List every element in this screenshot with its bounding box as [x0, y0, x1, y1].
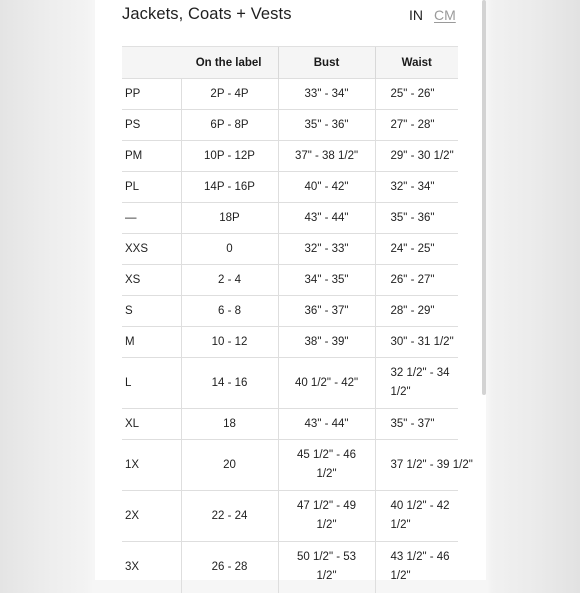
bust-cell: 36" - 37" [278, 296, 375, 327]
size-number-cell: 26 - 28 [181, 542, 278, 593]
size-label-cell: PL [122, 172, 181, 203]
table-row [122, 542, 458, 593]
size-label-cell: 2X [122, 491, 181, 542]
table-row [122, 409, 458, 440]
table-row [122, 296, 458, 327]
bust-cell: 43" - 44" [278, 203, 375, 234]
unit-toggle [409, 7, 456, 23]
table-row [122, 110, 458, 141]
waist-cell: 32 1/2" - 34 1/2" [375, 358, 458, 409]
bust-cell: 35" - 36" [278, 110, 375, 141]
waist-cell: 35" - 37" [375, 409, 458, 440]
bust-cell: 43" - 44" [278, 409, 375, 440]
size-number-cell: 20 [181, 440, 278, 491]
bust-cell: 34" - 35" [278, 265, 375, 296]
size-number-cell: 10P - 12P [181, 141, 278, 172]
size-label-cell: PS [122, 110, 181, 141]
waist-cell: 29" - 30 1/2" [375, 141, 458, 172]
column-header-label: On the label [122, 47, 278, 79]
waist-cell: 26" - 27" [375, 265, 458, 296]
size-label-cell: XXS [122, 234, 181, 265]
bust-cell: 37" - 38 1/2" [278, 141, 375, 172]
size-label-cell: — [122, 203, 181, 234]
unit-in-option[interactable]: IN [409, 7, 423, 23]
size-number-cell: 2P - 4P [181, 79, 278, 110]
size-label-cell: PM [122, 141, 181, 172]
table-row [122, 234, 458, 265]
size-label-cell: 3X [122, 542, 181, 593]
bust-cell: 47 1/2" - 49 1/2" [278, 491, 375, 542]
size-chart-panel [95, 0, 486, 583]
table-row [122, 491, 458, 542]
table-row [122, 203, 458, 234]
waist-cell: 43 1/2" - 46 1/2" [375, 542, 458, 593]
page-title: Jackets, Coats + Vests [122, 5, 292, 23]
table-row [122, 79, 458, 110]
waist-cell: 30" - 31 1/2" [375, 327, 458, 358]
bust-cell: 40" - 42" [278, 172, 375, 203]
waist-cell: 35" - 36" [375, 203, 458, 234]
table-row [122, 265, 458, 296]
bust-cell: 38" - 39" [278, 327, 375, 358]
waist-cell: 32" - 34" [375, 172, 458, 203]
table-row [122, 172, 458, 203]
table-row [122, 141, 458, 172]
size-table [122, 46, 473, 593]
size-number-cell: 14P - 16P [181, 172, 278, 203]
size-number-cell: 6P - 8P [181, 110, 278, 141]
size-number-cell: 2 - 4 [181, 265, 278, 296]
column-header-bust: Bust [278, 47, 375, 79]
size-label-cell: M [122, 327, 181, 358]
table-header-row [122, 47, 458, 79]
bust-cell: 33" - 34" [278, 79, 375, 110]
size-number-cell: 10 - 12 [181, 327, 278, 358]
waist-cell: 27" - 28" [375, 110, 458, 141]
size-label-cell: L [122, 358, 181, 409]
size-number-cell: 6 - 8 [181, 296, 278, 327]
size-label-cell: PP [122, 79, 181, 110]
scrollbar-thumb[interactable] [482, 0, 486, 395]
waist-cell: 37 1/2" - 39 1/2" [375, 440, 458, 491]
bust-cell: 32" - 33" [278, 234, 375, 265]
size-label-cell: S [122, 296, 181, 327]
size-number-cell: 18 [181, 409, 278, 440]
bust-cell: 45 1/2" - 46 1/2" [278, 440, 375, 491]
table-row [122, 358, 458, 409]
bust-cell: 40 1/2" - 42" [278, 358, 375, 409]
unit-cm-option[interactable]: CM [434, 7, 456, 23]
waist-cell: 40 1/2" - 42 1/2" [375, 491, 458, 542]
waist-cell: 28" - 29" [375, 296, 458, 327]
table-row [122, 440, 458, 491]
size-label-cell: XS [122, 265, 181, 296]
size-number-cell: 22 - 24 [181, 491, 278, 542]
size-number-cell: 18P [181, 203, 278, 234]
size-number-cell: 14 - 16 [181, 358, 278, 409]
waist-cell: 24" - 25" [375, 234, 458, 265]
size-label-cell: XL [122, 409, 181, 440]
waist-cell: 25" - 26" [375, 79, 458, 110]
table-row [122, 327, 458, 358]
column-header-waist: Waist [375, 47, 458, 79]
bust-cell: 50 1/2" - 53 1/2" [278, 542, 375, 593]
size-number-cell: 0 [181, 234, 278, 265]
size-label-cell: 1X [122, 440, 181, 491]
